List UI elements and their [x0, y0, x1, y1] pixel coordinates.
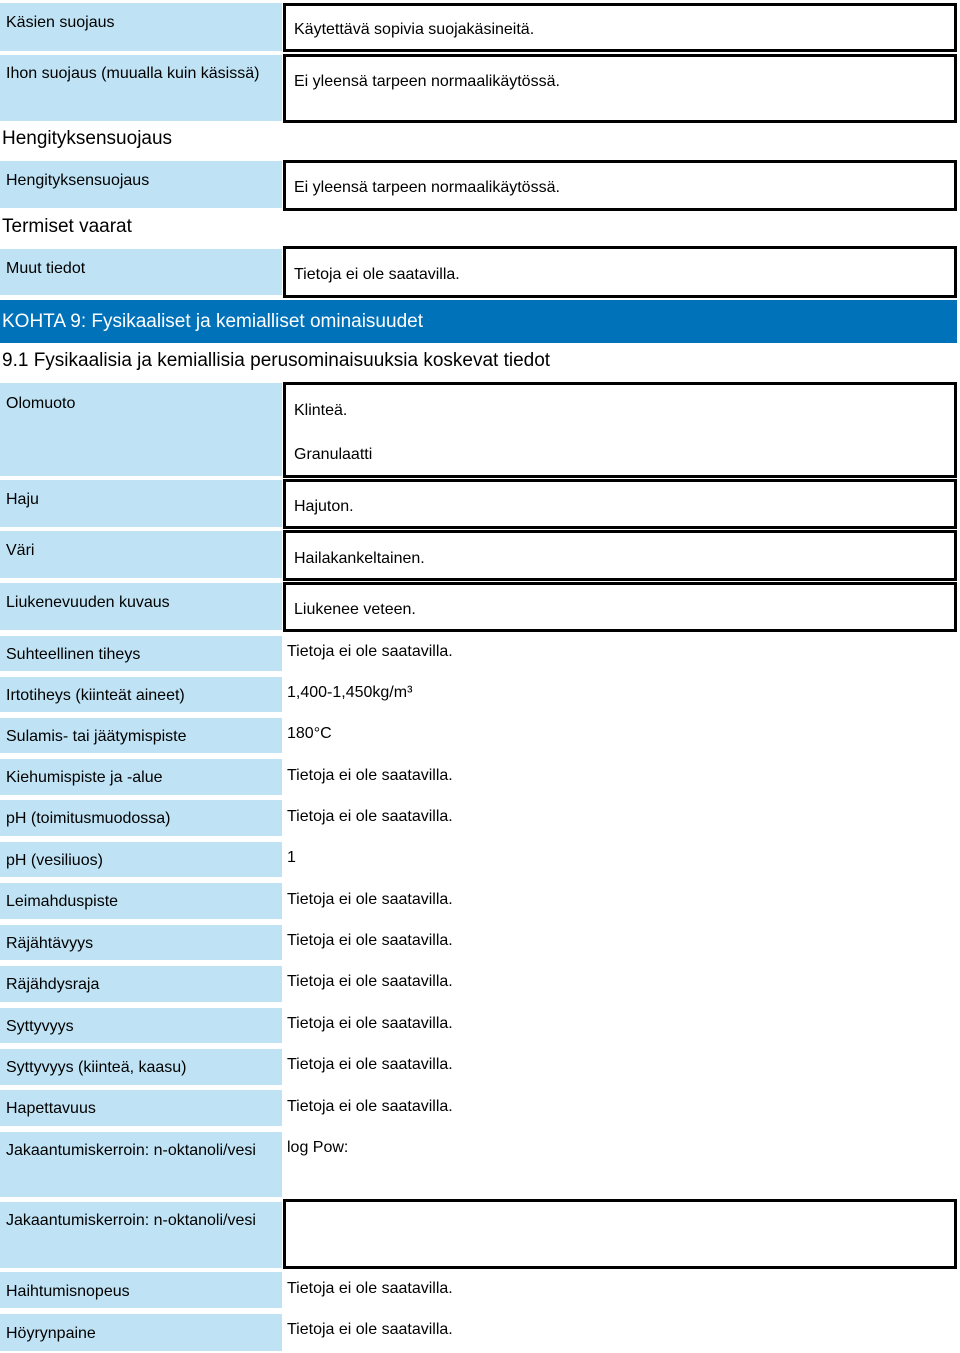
- hands-protection-label: Käsien suojaus: [0, 3, 282, 51]
- vapour-pressure-label: Höyrynpaine: [0, 1314, 282, 1351]
- property-label: Suhteellinen tiheys: [0, 636, 282, 671]
- property-value: 180°C: [287, 725, 332, 742]
- property-label: Sulamis- tai jäätymispiste: [0, 718, 282, 753]
- respiratory-value: Ei yleensä tarpeen normaalikäytössä.: [283, 160, 957, 211]
- property-value: Tietoja ei ole saatavilla.: [287, 1015, 453, 1032]
- property-value: Tietoja ei ole saatavilla.: [287, 808, 453, 825]
- evaporation-rate-label: Haihtumisnopeus: [0, 1272, 282, 1308]
- property-value: Tietoja ei ole saatavilla.: [287, 1056, 453, 1073]
- property-value: Tietoja ei ole saatavilla.: [287, 1098, 453, 1115]
- property-label: Hapettavuus: [0, 1090, 282, 1126]
- property-label: Leimahduspiste: [0, 883, 282, 919]
- property-value: 1,400-1,450kg/m³: [287, 684, 413, 701]
- solubility-label: Liukenevuuden kuvaus: [0, 583, 282, 630]
- appearance-value: [283, 382, 957, 478]
- property-value: Tietoja ei ole saatavilla.: [287, 767, 453, 784]
- partition-coefficient-value: log Pow:: [287, 1139, 349, 1156]
- other-info-value: Tietoja ei ole saatavilla.: [283, 246, 957, 298]
- property-label: pH (vesiliuos): [0, 842, 282, 877]
- respiratory-heading: Hengityksensuojaus: [2, 128, 173, 149]
- evaporation-rate-value: Tietoja ei ole saatavilla.: [287, 1280, 453, 1297]
- skin-protection-value: Ei yleensä tarpeen normaalikäytössä.: [283, 54, 957, 123]
- appearance-value-granulate: Granulaatti: [294, 446, 373, 463]
- solubility-value: Liukenee veteen.: [283, 582, 957, 632]
- property-value: Tietoja ei ole saatavilla.: [287, 891, 453, 908]
- colour-value: Hailakankeltainen.: [283, 530, 957, 581]
- section-9-1-subheading: 9.1 Fysikaalisia ja kemiallisia perusominaisuuksia koskevat tiedot: [2, 350, 551, 371]
- property-label: Syttyvyys (kiinteä, kaasu): [0, 1049, 282, 1085]
- property-label: Irtotiheys (kiinteät aineet): [0, 677, 282, 712]
- property-value: 1: [287, 849, 296, 866]
- partition-coefficient-value-box: [283, 1199, 957, 1269]
- odour-value: Hajuton.: [283, 479, 957, 529]
- partition-coefficient-label-2: Jakaantumiskerroin: n-oktanoli/vesi: [0, 1202, 282, 1268]
- property-value: Tietoja ei ole saatavilla.: [287, 932, 453, 949]
- odour-label: Haju: [0, 480, 282, 527]
- section-9-banner: KOHTA 9: Fysikaaliset ja kemialliset ominaisuudet: [0, 300, 957, 343]
- appearance-label: Olomuoto: [0, 383, 282, 476]
- respiratory-label: Hengityksensuojaus: [0, 161, 282, 208]
- property-label: Kiehumispiste ja -alue: [0, 759, 282, 795]
- property-value: Tietoja ei ole saatavilla.: [287, 973, 453, 990]
- vapour-pressure-value: Tietoja ei ole saatavilla.: [287, 1321, 453, 1338]
- property-label: Räjähdysraja: [0, 966, 282, 1002]
- property-label: Syttyvyys: [0, 1008, 282, 1043]
- hands-protection-value: Käytettävä sopivia suojakäsineitä.: [283, 3, 957, 52]
- skin-protection-label: Ihon suojaus (muualla kuin käsissä): [0, 55, 282, 121]
- property-value: Tietoja ei ole saatavilla.: [287, 643, 453, 660]
- other-info-label: Muut tiedot: [0, 249, 282, 295]
- property-label: Räjähtävyys: [0, 925, 282, 960]
- property-label: pH (toimitusmuodossa): [0, 800, 282, 836]
- partition-coefficient-label: Jakaantumiskerroin: n-oktanoli/vesi: [0, 1132, 282, 1197]
- colour-label: Väri: [0, 531, 282, 578]
- appearance-value-form: Klinteä.: [294, 402, 348, 419]
- thermal-hazards-heading: Termiset vaarat: [2, 216, 132, 237]
